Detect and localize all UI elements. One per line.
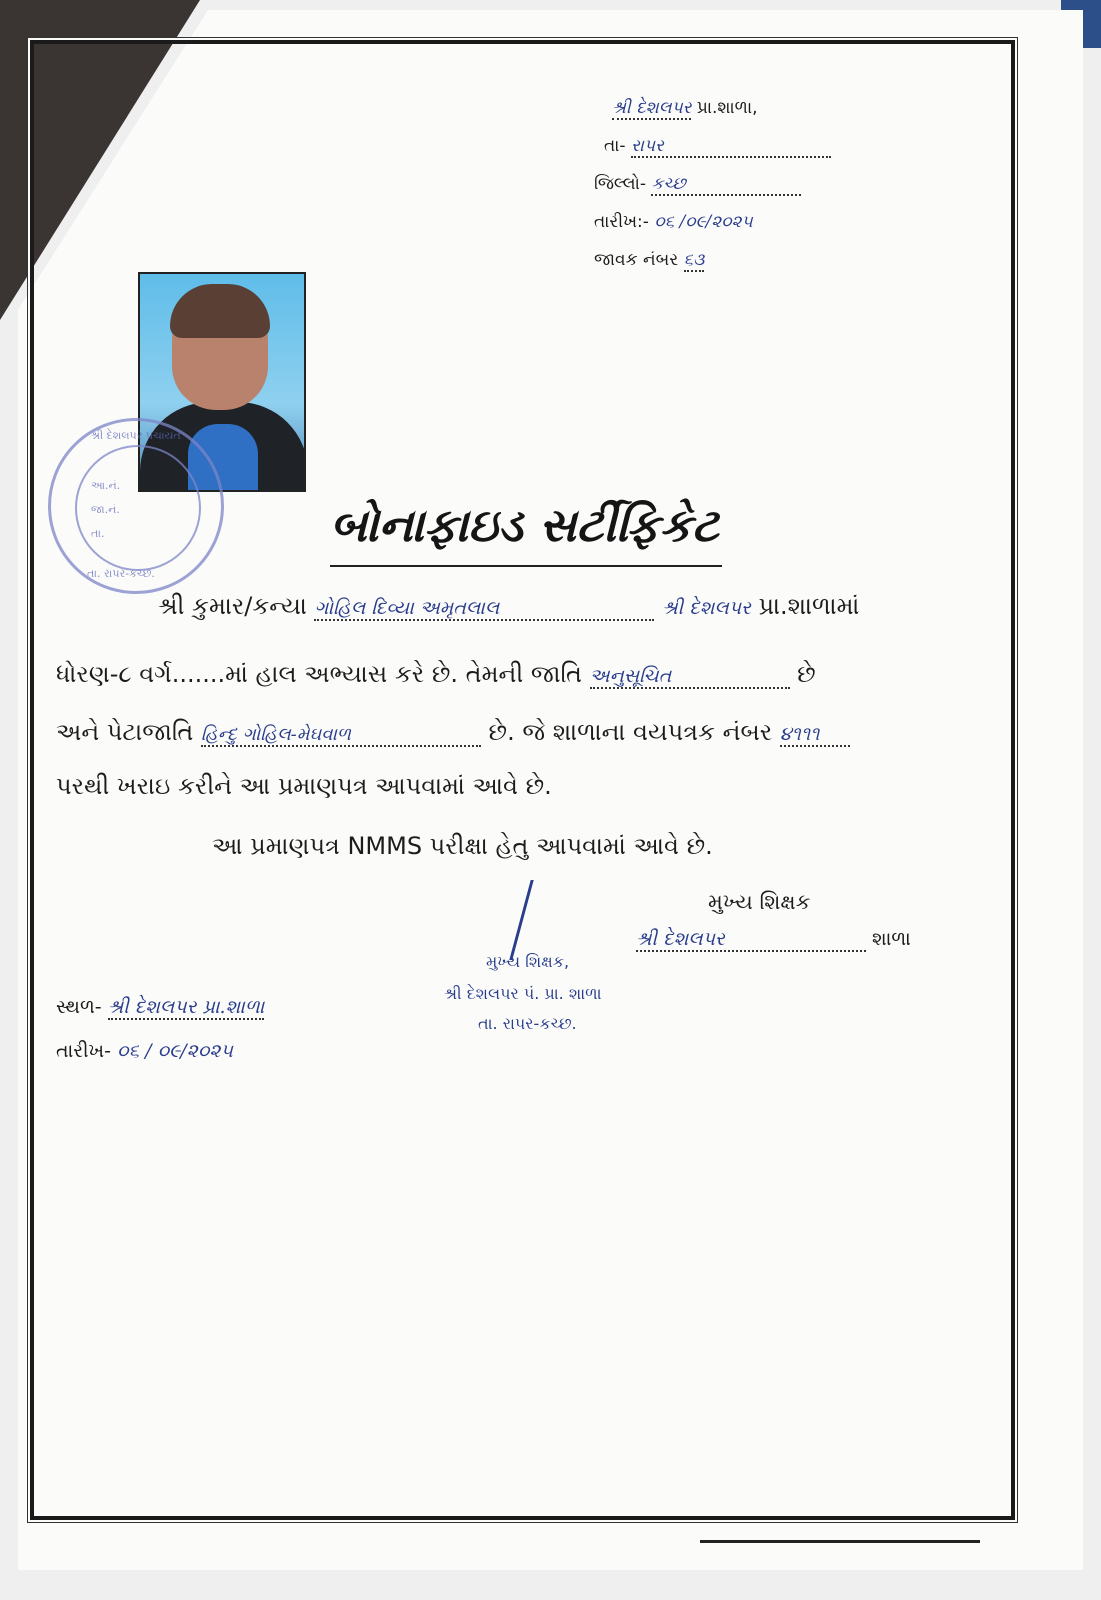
header-outward xyxy=(594,250,704,272)
body-l1-suffix: પ્રા.શાળામાં xyxy=(758,592,860,620)
header-school-suffix: પ્રા.શાળા, xyxy=(696,98,758,118)
subcaste-value: હિન્દુ ગોહિલ-મેઘવાળ xyxy=(201,724,481,747)
signature-school-suffix: શાળા xyxy=(872,928,911,950)
header-date-label: તારીખ:- xyxy=(594,212,649,232)
footer-date-value: ૦૬ / ૦૯/૨૦૨૫ xyxy=(117,1040,233,1062)
footer-place xyxy=(56,996,264,1020)
student-name: ગોહિલ દિવ્યા અમૃતલાલ xyxy=(314,597,654,621)
header-taluka xyxy=(604,136,831,158)
stamp-text-bottom: તા. રાપર-કચ્છ. xyxy=(87,567,155,580)
signature-school-value: શ્રી દેશલપર xyxy=(636,928,866,952)
sig-stamp-line1: મુખ્ય શિક્ષક, xyxy=(486,952,570,971)
title-underline xyxy=(330,565,722,567)
stamp-text-line: આ.નં. xyxy=(91,479,121,492)
body-line-2 xyxy=(56,660,816,689)
header-district-label: જિલ્લો- xyxy=(594,174,647,194)
header-taluka-label: તા- xyxy=(604,136,626,156)
body-line-5: આ પ્રમાણપત્ર NMMS પરીક્ષા હેતુ આપવામાં આવે છે. xyxy=(212,832,713,860)
footer-date-label: તારીખ- xyxy=(56,1040,111,1062)
header-outward-label: જાવક નંબર xyxy=(594,250,679,270)
header-district-value: કચ્છ xyxy=(651,174,801,196)
body-l3-prefix: અને પેટાજાતિ xyxy=(56,718,194,746)
sig-stamp-line2: શ્રી દેશલપર પં. પ્રા. શાળા xyxy=(444,984,602,1003)
body-l2-prefix: ધોરણ-૮ વર્ગ.......માં હાલ અભ્યાસ કરે છે. તેમની જાતિ xyxy=(56,660,582,688)
photo-hair xyxy=(170,284,270,338)
bottom-rule xyxy=(700,1540,980,1543)
body-line-1 xyxy=(158,592,859,621)
head-teacher-label: મુખ્ય શિક્ષક xyxy=(708,890,811,914)
header-date xyxy=(594,212,753,232)
footer-place-value: શ્રી દેશલપર પ્રા.શાળા xyxy=(107,996,265,1018)
header-outward-value: ૬૩ xyxy=(683,250,705,270)
body-l2-suffix: છે xyxy=(797,660,816,688)
footer-date xyxy=(56,1040,233,1062)
header-taluka-value: રાપર xyxy=(631,136,831,158)
header-district xyxy=(594,174,801,196)
body-line-4: પરથી ખરાઇ કરીને આ પ્રમાણપત્ર આપવામાં આવે છે. xyxy=(56,772,552,800)
footer-place-label: સ્થળ- xyxy=(56,996,102,1018)
body-l1-school: શ્રી દેશલપર xyxy=(662,597,751,619)
stamp-text-line: જા.નં. xyxy=(91,503,120,516)
stamp-text-top: શ્રી દેશલપર પંચાયત xyxy=(91,429,181,442)
header-school xyxy=(612,98,758,120)
stamp-text-line: તા. xyxy=(91,527,105,540)
body-l3-middle: છે. જે શાળાના વયપત્રક નંબર xyxy=(488,718,773,746)
body-l1-prefix: શ્રી કુમાર/કન્યા xyxy=(158,592,307,620)
header-date-value: ૦૬ /૦૯/૨૦૨૫ xyxy=(654,212,753,232)
caste-value: અનુસૂચિત xyxy=(590,665,790,689)
certificate-title: બોનાફાઇડ સર્ટીફિકેટ xyxy=(330,498,719,552)
header-school-value: શ્રી દેશલપર xyxy=(612,98,692,118)
register-number: ૪૧૧૧ xyxy=(780,723,850,747)
sig-stamp-line3: તા. રાપર-કચ્છ. xyxy=(478,1014,577,1033)
signature-school xyxy=(636,928,911,952)
panchayat-stamp xyxy=(48,418,224,594)
body-line-3 xyxy=(56,718,850,747)
